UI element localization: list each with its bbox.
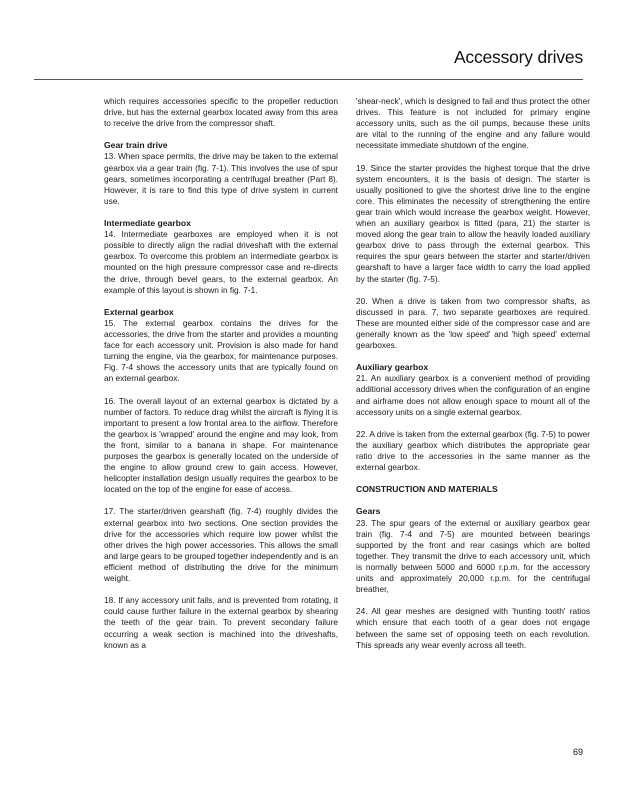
heading-gears: Gears xyxy=(356,506,381,517)
paragraph-19: 19. Since the starter provides the highest torque that the drive system encounters, it is the basis of design. The starter is usually positioned to give the shortest drive line to the engine core. This eliminates the necessity of strengthening the entire gear train which would increase the gearbox weight. However, when an auxiliary gearbox is fitted (para, 21) the starter is moved along the gear train to allow the heavily loaded auxiliary gearbox drive to pass through the external gearbox. This requires the spur gears between the starter and starter/driven gearshaft to have a larger face width to carry the load applied by the starter (fig. 7-5). xyxy=(356,162,590,284)
heading-external-gearbox: External gearbox xyxy=(104,306,174,317)
paragraph-16: 16. The overall layout of an external gearbox is dictated by a number of factors. To reduce drag whilst the aircraft is flying it is important to present a low frontal area to the airflow. Therefore the gearbox is 'wrapped' around the engine and may look, from the front, similar to a banana in shape. For maintenance purposes the gearbox is generally located on the underside of the engine to allow ground crew to gain access. However, helicopter installation design usually requires the gearbox to be located on the top of the engine for ease of access. xyxy=(104,395,338,495)
paragraph-20: 20. When a drive is taken from two compressor shafts, as discussed in para. 7, two separate gearboxes are required. These are mounted either side of the compressor case and are generally known as the 'low speed' and 'high speed' external gearboxes. xyxy=(356,295,590,351)
heading-construction-and-materials: CONSTRUCTION AND MATERIALS xyxy=(356,484,498,495)
paragraph-22: 22. A drive is taken from the external gearbox (fig. 7-5) to power the auxiliary gearbox which distributes the appropriate gear ratio drive to the accessories in the same manner as the external gearbox. xyxy=(356,428,590,473)
page-number: 69 xyxy=(572,747,583,757)
page-header-title: Accessory drives xyxy=(453,47,583,67)
paragraph-15: 15. The external gearbox contains the drives for the accessories, the drive from the starter and provides a mounting face for each accessory unit. Provision is also made for hand turning the engine, via the gearbox, for maintenance purposes. Fig. 7-4 shows the accessory units that are typically found on an external gearbox. xyxy=(104,317,338,384)
paragraph-24: 24. All gear meshes are designed with 'hunting tooth' ratios which ensure that each tooth of a gear does not engage between the same set of opposing teeth on each revolution. This spreads any wear evenly across all teeth. xyxy=(356,606,590,650)
heading-intermediate-gearbox: Intermediate gearbox xyxy=(104,218,191,229)
heading-auxiliary-gearbox: Auxiliary gearbox xyxy=(356,362,429,373)
paragraph-13: 13. When space permits, the drive may be taken to the external gearbox via a gear train (fig. 7-1). This involves the use of spur gears, sometimes incorporating a centrifugal breather (Part 8). However, it is rare to find this type of drive system in current use. xyxy=(104,151,338,206)
header-rule xyxy=(34,79,583,80)
paragraph-21: 21. An auxiliary gearbox is a convenient method of providing additional accessory drives when the configuration of an engine and airframe does not allow enough space to mount all of the accessory units on a single external gearbox. xyxy=(356,373,590,417)
left-column xyxy=(104,96,338,662)
paragraph-23: 23. The spur gears of the external or auxiliary gearbox gear train (fig. 7-4 and 7-5) are mounted between bearings supported by the front and rear casings which are bolted together. They transmit the drive to each accessory unit, which is normally between 5000 and 6000 r.p.m. for the accessory units and approximately 20,000 r.p.m. for the centrifugal breather, xyxy=(356,517,590,595)
paragraph-continued: 'shear-neck', which is designed to fail and thus protect the other drives. This feature is not included for primary engine accessory units, such as the oil pumps, because these units are vital to the running of the engine and any failure would necessitate immediate shutdown of the engine. xyxy=(356,96,590,151)
right-column xyxy=(356,96,590,662)
paragraph-14: 14. Intermediate gearboxes are employed when it is not possible to directly align the radial driveshaft with the external gearbox. To overcome this problem an intermediate gearbox is mounted on the high pressure compressor case and re-directs the drive, through bevel gears, to the external gearbox. An example of this layout is shown in fig. 7-1. xyxy=(104,229,338,295)
paragraph-17: 17. The starter/driven gearshaft (fig. 7-4) roughly divides the external gearbox into two sections. One section provides the drive for the accessories which require low power whilst the other drives the high power accessories. This allows the small and large gears to be grouped together independently and is an efficient method of distributing the drive for the minimum weight. xyxy=(104,506,338,584)
paragraph-continued: which requires accessories specific to the propeller reduction drive, but has the external gearbox located away from this area to receive the drive from the compressor shaft. xyxy=(104,96,338,129)
heading-gear-train-drive: Gear train drive xyxy=(104,140,168,151)
paragraph-18: 18. If any accessory unit fails, and is prevented from rotating, it could cause further failure in the external gearbox by shearing the teeth of the gear train. To prevent secondary failure occurring a weak section is machined into the driveshafts, known as a xyxy=(104,595,338,650)
